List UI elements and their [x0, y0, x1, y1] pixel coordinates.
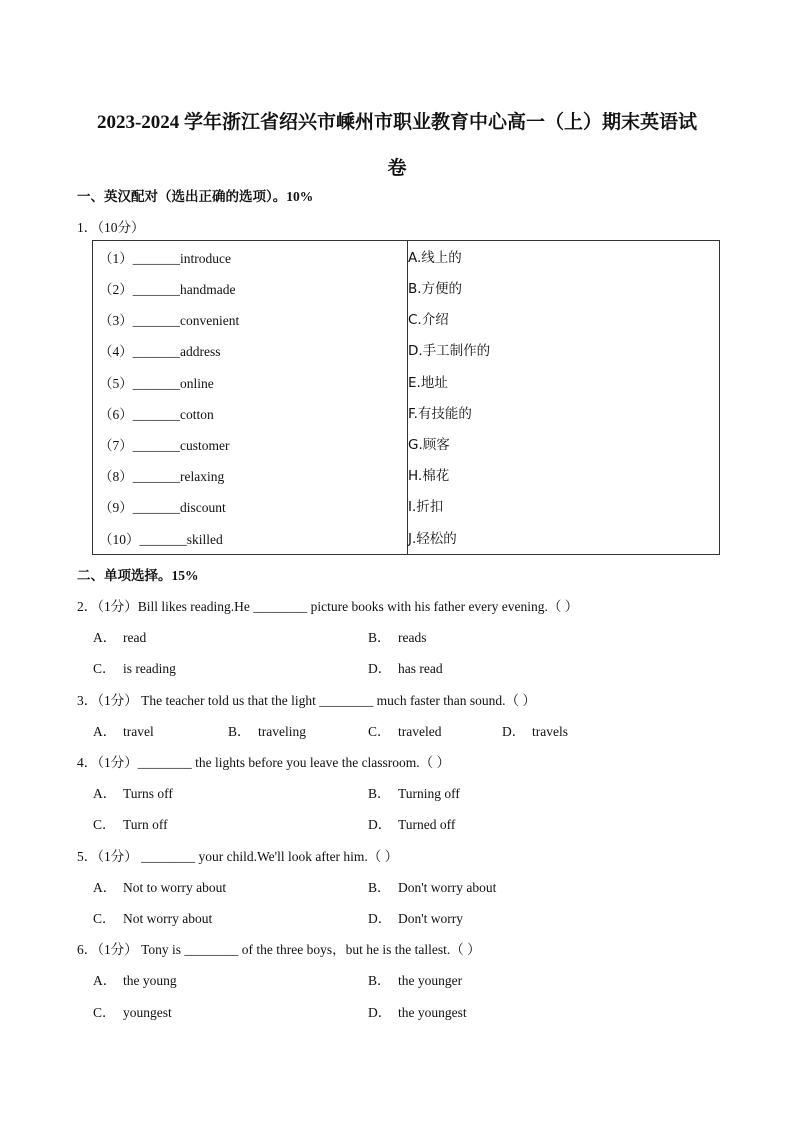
question-6-option-b[interactable] — [368, 969, 462, 989]
item-number: （5） — [99, 376, 133, 391]
question-3-option-c[interactable] — [368, 720, 441, 740]
question-2-option-b[interactable] — [368, 626, 426, 646]
option-text: Not worry about — [123, 911, 213, 926]
question-3-option-d[interactable] — [502, 720, 568, 740]
answer-blank: _______ — [132, 251, 180, 266]
option-letter: A． — [93, 786, 117, 801]
item-number: （2） — [99, 282, 133, 297]
match-left-item — [99, 492, 226, 523]
english-word: handmade — [180, 282, 236, 297]
option-text: Not to worry about — [123, 880, 227, 895]
option-text: the younger — [398, 973, 463, 988]
item-number: （10） — [99, 532, 140, 547]
item-number: （4） — [99, 344, 133, 359]
option-text: travel — [123, 724, 154, 739]
section2-heading: 二、单项选择。15% — [77, 568, 199, 583]
option-text: has read — [398, 661, 443, 676]
option-text: the young — [123, 973, 177, 988]
option-letter: C． — [93, 817, 116, 832]
answer-blank: _______ — [132, 344, 180, 359]
english-word: convenient — [180, 313, 240, 328]
answer-blank: _______ — [132, 407, 180, 422]
question-6-option-a[interactable] — [93, 969, 177, 989]
match-left-item — [99, 399, 214, 430]
option-text: traveling — [258, 724, 306, 739]
answer-blank: _______ — [132, 438, 180, 453]
option-text: reads — [398, 630, 427, 645]
question-6-stem: 6．（1分） Tony is ________ of the three boys，but he is the tallest.（ ） — [77, 942, 481, 957]
chinese-meaning: F.有技能的 — [408, 406, 472, 422]
chinese-meaning: B.方便的 — [408, 281, 463, 297]
item-number: （8） — [99, 469, 133, 484]
option-letter: A． — [93, 880, 117, 895]
option-letter: B． — [368, 630, 391, 645]
option-letter: C． — [93, 1005, 116, 1020]
option-letter: B． — [368, 786, 391, 801]
option-letter: A． — [93, 724, 117, 739]
question-4-option-c[interactable] — [93, 813, 168, 833]
english-word: relaxing — [180, 469, 225, 484]
question-4-option-d[interactable] — [368, 813, 455, 833]
match-left-item — [99, 336, 221, 367]
question-6-option-d[interactable] — [368, 1001, 467, 1021]
option-letter: D． — [368, 661, 392, 676]
question-4-option-b[interactable] — [368, 782, 460, 802]
item-number: （9） — [99, 500, 133, 515]
question-5-option-a[interactable] — [93, 876, 226, 896]
english-word: introduce — [180, 251, 231, 266]
answer-blank: _______ — [139, 532, 187, 547]
question-5-stem: 5．（1分） ________ your child.We'll look after him.（ ） — [77, 849, 399, 864]
option-letter: D． — [502, 724, 526, 739]
question-2-option-d[interactable] — [368, 657, 443, 677]
chinese-meaning: E.地址 — [408, 375, 448, 391]
option-text: the youngest — [398, 1005, 467, 1020]
option-letter: D． — [368, 817, 392, 832]
english-word: cotton — [180, 407, 214, 422]
question-5-option-d[interactable] — [368, 907, 463, 927]
question-2-stem: 2．（1分）Bill likes reading.He ________ picture books with his father every evening.（ ） — [77, 599, 579, 614]
match-left-item — [99, 524, 223, 555]
chinese-meaning: G.顾客 — [408, 437, 450, 453]
option-letter: D． — [368, 911, 392, 926]
option-text: Turning off — [398, 786, 460, 801]
item-number: （6） — [99, 407, 133, 422]
chinese-meaning: I.折扣 — [408, 499, 444, 515]
question-5-option-c[interactable] — [93, 907, 212, 927]
match-left-item — [99, 368, 214, 399]
question-5-option-b[interactable] — [368, 876, 496, 896]
option-text: travels — [532, 724, 568, 739]
option-text: read — [123, 630, 147, 645]
question-3-option-b[interactable] — [228, 720, 306, 740]
item-number: （1） — [99, 251, 133, 266]
option-letter: B． — [368, 973, 391, 988]
match-left-item — [99, 274, 235, 305]
option-letter: A． — [93, 973, 117, 988]
option-text: traveled — [398, 724, 442, 739]
option-letter: C． — [368, 724, 391, 739]
item-number: （7） — [99, 438, 133, 453]
english-word: customer — [180, 438, 230, 453]
question-4-option-a[interactable] — [93, 782, 173, 802]
chinese-meaning: C.介绍 — [408, 312, 449, 328]
option-text: youngest — [123, 1005, 172, 1020]
option-letter: A． — [93, 630, 117, 645]
match-left-item — [99, 305, 239, 336]
option-letter: B． — [368, 880, 391, 895]
chinese-meaning: A.线上的 — [408, 250, 462, 266]
option-letter: B． — [228, 724, 251, 739]
english-word: skilled — [186, 532, 223, 547]
option-letter: C． — [93, 911, 116, 926]
option-text: Turned off — [398, 817, 456, 832]
exam-title-line1: 2023-2024 学年浙江省绍兴市嵊州市职业教育中心高一（上）期末英语试 — [96, 112, 698, 133]
match-left-item — [99, 243, 231, 274]
option-text: Don't worry — [398, 911, 464, 926]
option-text: Don't worry about — [398, 880, 497, 895]
question-1-stem: 1．（10分） — [77, 220, 145, 235]
chinese-meaning: D.手工制作的 — [408, 343, 491, 359]
question-3-stem: 3．（1分） The teacher told us that the light ________ much faster than sound.（ ） — [77, 693, 536, 708]
english-word: address — [180, 344, 221, 359]
answer-blank: _______ — [132, 376, 180, 391]
matching-table — [92, 240, 720, 555]
chinese-meaning: H.棉花 — [408, 468, 450, 484]
answer-blank: _______ — [132, 282, 180, 297]
answer-blank: _______ — [132, 313, 180, 328]
question-3-option-a[interactable] — [93, 720, 154, 740]
match-left-item — [99, 430, 230, 461]
question-2-option-a[interactable] — [93, 626, 146, 646]
exam-title-line2: 卷 — [387, 158, 407, 179]
option-letter: C． — [93, 661, 116, 676]
english-word: online — [180, 376, 214, 391]
section1-heading: 一、英汉配对（选出正确的选项）。10% — [77, 189, 314, 204]
answer-blank: _______ — [132, 469, 180, 484]
option-letter: D． — [368, 1005, 392, 1020]
option-text: is reading — [123, 661, 176, 676]
item-number: （3） — [99, 313, 133, 328]
option-text: Turns off — [123, 786, 173, 801]
question-2-option-c[interactable] — [93, 657, 176, 677]
exam-title — [60, 100, 734, 192]
question-6-option-c[interactable] — [93, 1001, 172, 1021]
option-text: Turn off — [123, 817, 168, 832]
answer-blank: _______ — [132, 500, 180, 515]
chinese-meaning: J.轻松的 — [408, 531, 457, 547]
question-4-stem: 4．（1分）________ the lights before you leave the classroom.（ ） — [77, 755, 451, 770]
match-left-item — [99, 461, 224, 492]
english-word: discount — [180, 500, 226, 515]
